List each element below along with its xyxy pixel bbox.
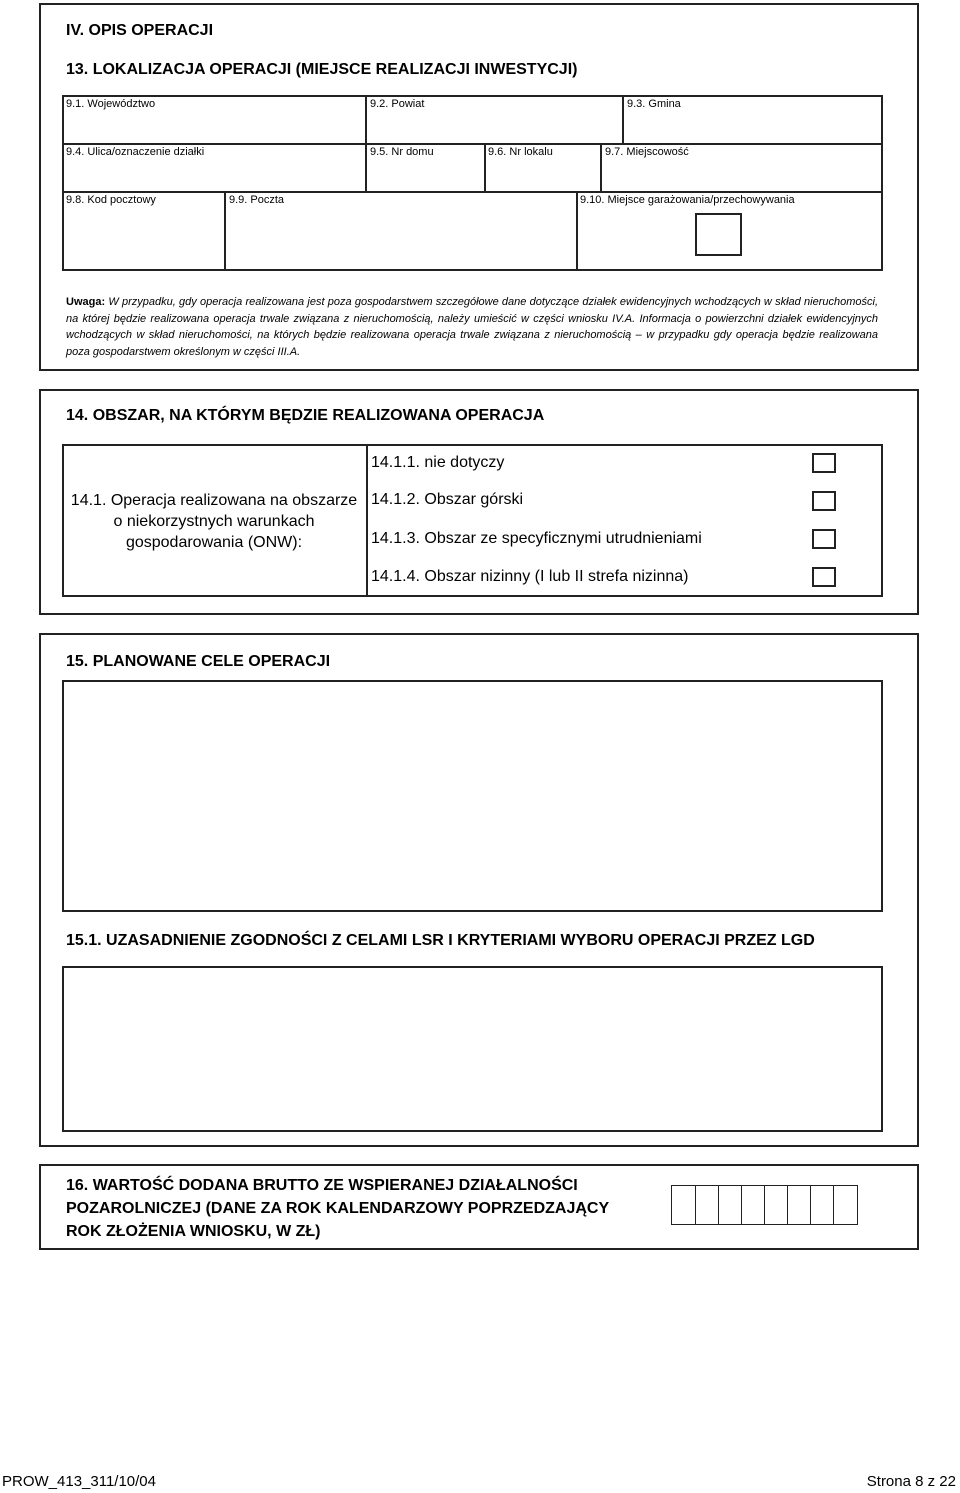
onw-option-nie-dotyczy: 14.1.1. nie dotyczy — [371, 454, 505, 471]
onw-label-line3: gospodarowania (ONW): — [125, 534, 303, 551]
planowane-cele-textarea[interactable] — [62, 680, 883, 912]
onw-option-utrudnienia: 14.1.3. Obszar ze specyficznymi utrudnieniami — [371, 530, 702, 547]
onw-checkbox-nizinny[interactable] — [812, 567, 836, 587]
gmina-field[interactable]: 9.3. Gmina — [627, 98, 681, 110]
digit-cell-divider — [695, 1186, 696, 1224]
section-16-title-line3: ROK ZŁOŻENIA WNIOSKU, W ZŁ) — [66, 1223, 321, 1240]
poczta-field[interactable]: 9.9. Poczta — [229, 194, 285, 206]
section-iv-title: IV. OPIS OPERACJI — [66, 22, 214, 39]
col-divider — [224, 191, 226, 271]
section-16-title-line2: POZAROLNICZEJ (DANE ZA ROK KALENDARZOWY POPRZEDZAJĄCY — [66, 1200, 610, 1217]
digit-cell-divider — [764, 1186, 765, 1224]
wojewodztwo-field[interactable]: 9.1. Województwo — [66, 98, 156, 110]
col-divider — [622, 95, 624, 143]
onw-checkbox-utrudnienia[interactable] — [812, 529, 836, 549]
wartosc-dodana-input[interactable] — [671, 1185, 858, 1225]
section-14-title: 14. OBSZAR, NA KTÓRYM BĘDZIE REALIZOWANA OPERACJA — [66, 407, 545, 424]
nr-domu-field[interactable]: 9.5. Nr domu — [370, 146, 434, 158]
miejsce-garazowania-checkbox[interactable] — [695, 213, 742, 256]
col-divider — [484, 143, 486, 191]
col-divider — [576, 191, 578, 271]
onw-checkbox-nie-dotyczy[interactable] — [812, 453, 836, 473]
footer-form-code: PROW_413_311/10/04 — [2, 1473, 156, 1490]
section-13-title: 13. LOKALIZACJA OPERACJI (MIEJSCE REALIZACJI INWESTYCJI) — [66, 61, 578, 78]
uzasadnienie-textarea[interactable] — [62, 966, 883, 1132]
note-label: Uwaga: — [66, 296, 106, 308]
nr-lokalu-field[interactable]: 9.6. Nr lokalu — [488, 146, 553, 158]
onw-option-nizinny: 14.1.4. Obszar nizinny (I lub II strefa nizinna) — [371, 568, 689, 585]
onw-label — [64, 490, 364, 553]
col-divider — [365, 95, 367, 143]
location-fields-grid — [62, 95, 883, 271]
digit-cell-divider — [741, 1186, 742, 1224]
row-divider-2 — [62, 191, 883, 193]
kod-pocztowy-field[interactable]: 9.8. Kod pocztowy — [66, 194, 156, 206]
section-15-title: 15. PLANOWANE CELE OPERACJI — [66, 653, 331, 670]
row-divider-1 — [62, 143, 883, 145]
col-divider — [365, 143, 367, 191]
onw-col-divider — [366, 444, 368, 597]
digit-cell-divider — [718, 1186, 719, 1224]
section-16-title-line1: 16. WARTOŚĆ DODANA BRUTTO ZE WSPIERANEJ DZIAŁALNOŚCI — [66, 1177, 578, 1194]
col-divider — [600, 143, 602, 191]
onw-checkbox-gorski[interactable] — [812, 491, 836, 511]
location-note — [66, 294, 878, 360]
digit-cell-divider — [787, 1186, 788, 1224]
miejscowosc-field[interactable]: 9.7. Miejscowość — [605, 146, 689, 158]
onw-option-gorski: 14.1.2. Obszar górski — [371, 491, 524, 508]
onw-label-line2: o niekorzystnych warunkach — [113, 513, 315, 530]
miejsce-garazowania-field[interactable]: 9.10. Miejsce garażowania/przechowywania — [580, 194, 795, 206]
section-15-1-title: 15.1. UZASADNIENIE ZGODNOŚCI Z CELAMI LSR I KRYTERIAMI WYBORU OPERACJI PRZEZ LGD — [66, 932, 815, 949]
onw-label-line1: 14.1. Operacja realizowana na obszarze — [70, 492, 358, 509]
section-16-title — [66, 1174, 609, 1243]
footer-page-number: Strona 8 z 22 — [866, 1473, 956, 1490]
powiat-field[interactable]: 9.2. Powiat — [370, 98, 425, 110]
digit-cell-divider — [810, 1186, 811, 1224]
digit-cell-divider — [833, 1186, 834, 1224]
ulica-field[interactable]: 9.4. Ulica/oznaczenie działki — [66, 146, 205, 158]
note-text: W przypadku, gdy operacja realizowana jest poza gospodarstwem szczegółowe dane dotyczące działek ewidencyjnych wchodzących w skład nieruchomości, na której będzie realizowana operacja trwale związana z nieruchomością, należy umieścić w części wniosku IV.A. Informacja o powierzchni działek ewidencyjnych wchodzących w skład nieruchomości, na których będzie realizowana operacja trwale związana z nieruchomością – w przypadku gdy operacja będzie realizowana poza gospodarstwem określonym w części III.A. — [66, 296, 878, 358]
